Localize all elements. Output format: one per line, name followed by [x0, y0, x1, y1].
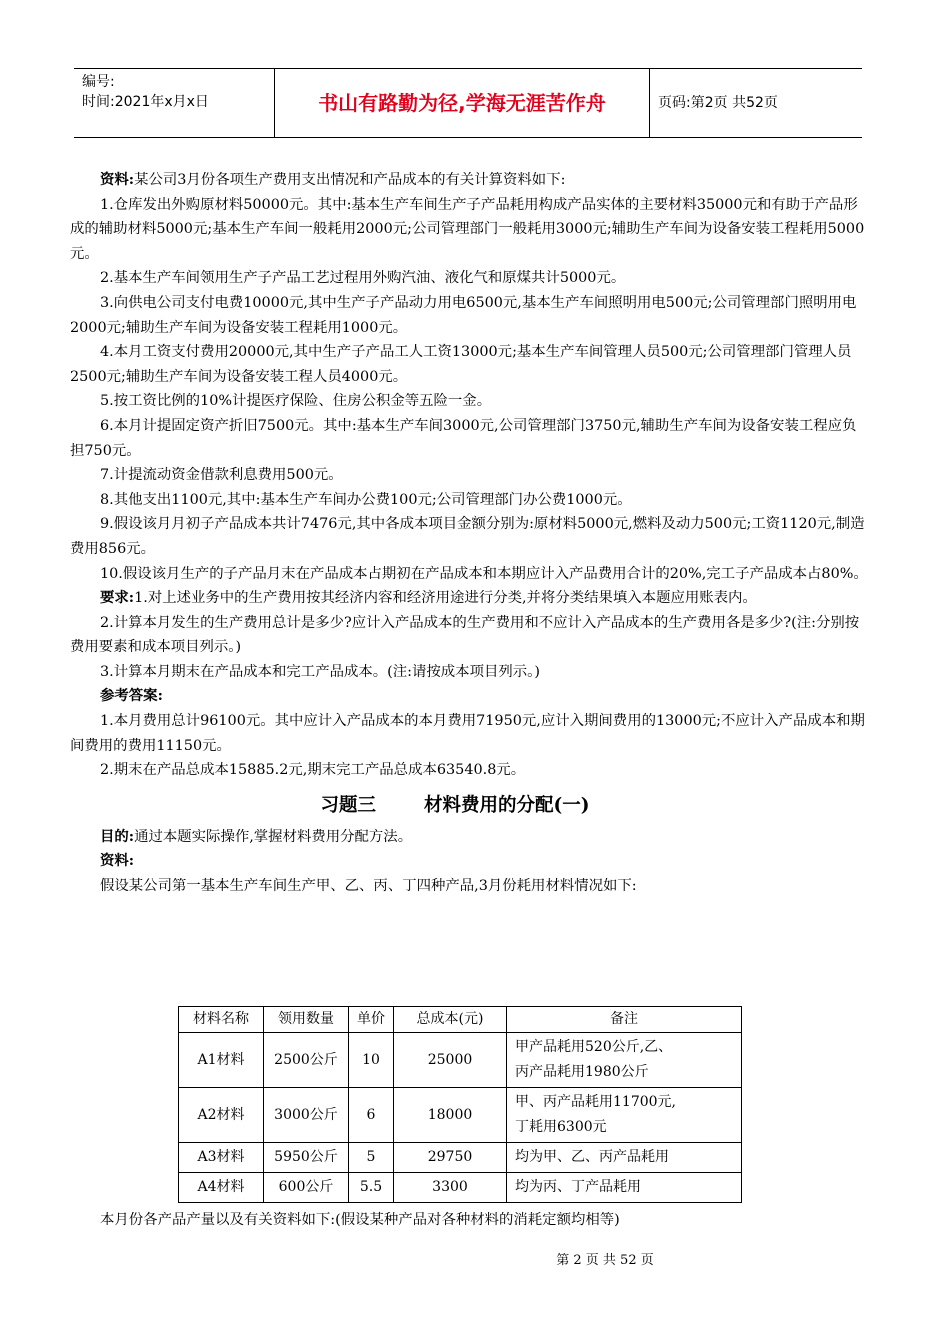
item-10: 10.假设该月生产的子产品月末在产品成本占期初在产品成本和本期应计入产品费用合计的20%,完工子产品成本占80%。 [100, 565, 868, 582]
answer-2: 2.期末在产品总成本15885.2元,期末完工产品总成本63540.8元。 [100, 762, 526, 779]
item-5: 5.按工资比例的10%计提医疗保险、住房公积金等五险一金。 [100, 393, 492, 410]
header-divider [649, 69, 650, 137]
section-title [70, 791, 870, 821]
document-body [70, 168, 870, 899]
header-cell: 领用数量 [264, 1007, 349, 1033]
table-row [179, 1088, 742, 1143]
cell: 3300 [394, 1173, 507, 1203]
note-line: 丙产品耗用1980公斤 [515, 1064, 649, 1080]
note-line: 甲产品耗用520公斤,乙、 [515, 1039, 673, 1055]
cell: 6 [349, 1088, 394, 1143]
cell: 10 [349, 1033, 394, 1088]
time-label: 时间:2021年x月x日 [82, 94, 209, 110]
cell: A1材料 [179, 1033, 264, 1088]
number-label: 编号: [82, 74, 115, 90]
item-2: 2.基本生产车间领用生产子产品工艺过程用外购汽油、液化气和原煤共计5000元。 [100, 270, 626, 287]
data-label [70, 849, 870, 874]
answer-label [70, 684, 870, 709]
cell: 600公斤 [264, 1173, 349, 1203]
paragraph [70, 168, 870, 193]
label: 参考答案: [100, 687, 163, 705]
cell: 5950公斤 [264, 1143, 349, 1173]
note-cell [507, 1033, 742, 1088]
item-1: 1.仓库发出外购原材料50000元。其中:基本生产车间生产子产品耗用构成产品实体的主要材料35000元和有助于产品形成的辅助材料5000元;基本生产车间一般耗用2000元;公司管理部门一般耗用3000元;辅助生产车间为设备安装工程耗用5000元。 [70, 196, 865, 262]
after-table-text: 本月份各产品产量以及有关资料如下:(假设某种产品对各种材料的消耗定额均相等) [100, 1212, 620, 1228]
text: 某公司3月份各项生产费用支出情况和产品成本的有关计算资料如下: [134, 172, 566, 188]
requirement-3: 3.计算本月期末在产品成本和完工产品成本。(注:请按成本项目列示。) [100, 663, 540, 680]
header-cell: 材料名称 [179, 1007, 264, 1033]
section-name: 材料费用的分配(一) [424, 794, 590, 816]
label: 资料: [100, 171, 135, 188]
cell: 5 [349, 1143, 394, 1173]
table-row [179, 1143, 742, 1173]
text: 通过本题实际操作,掌握材料费用分配方法。 [134, 828, 413, 845]
cell: 18000 [394, 1088, 507, 1143]
page-footer: 第 2 页 共 52 页 [556, 1253, 654, 1268]
purpose [70, 825, 870, 850]
cell: 5.5 [349, 1173, 394, 1203]
note-cell: 均为甲、乙、丙产品耗用 [507, 1143, 742, 1173]
item-6: 6.本月计提固定资产折旧7500元。其中:基本生产车间3000元,公司管理部门3750元,辅助生产车间为设备安装工程应负担750元。 [70, 417, 857, 459]
cell: A4材料 [179, 1173, 264, 1203]
item-7: 7.计提流动资金借款利息费用500元。 [100, 467, 343, 484]
cell: A3材料 [179, 1143, 264, 1173]
item-3: 3.向供电公司支付电费10000元,其中生产子产品动力用电6500元,基本生产车间照明用电500元;公司管理部门照明用电2000元;辅助生产车间为设备安装工程耗用1000元。 [70, 294, 857, 336]
table-row [179, 1173, 742, 1203]
text: 1.对上述业务中的生产费用按其经济内容和经济用途进行分类,并将分类结果填入本题应用账表内。 [134, 590, 757, 607]
materials-table [178, 1006, 742, 1203]
header-cell: 总成本(元) [394, 1007, 507, 1033]
page-header [74, 68, 862, 138]
label: 资料: [100, 852, 135, 870]
note-cell: 均为丙、丁产品耗用 [507, 1173, 742, 1203]
requirement-1 [70, 586, 870, 611]
label: 目的: [100, 827, 135, 845]
cell: 2500公斤 [264, 1033, 349, 1088]
requirement-2: 2.计算本月发生的生产费用总计是多少?应计入产品成本的生产费用和不应计入产品成本的生产费用各是多少?(注:分别按费用要素和成本项目列示。) [70, 614, 860, 656]
label: 要求: [100, 589, 135, 607]
header-page-label: 页码:第2页 共52页 [658, 95, 778, 111]
item-4: 4.本月工资支付费用20000元,其中生产子产品工人工资13000元;基本生产车间管理人员500元;公司管理部门管理人员2500元;辅助生产车间为设备安装工程人员4000元。 [70, 344, 852, 385]
header-meta [82, 72, 272, 112]
data-text: 假设某公司第一基本生产车间生产甲、乙、丙、丁四种产品,3月份耗用材料情况如下: [100, 878, 637, 895]
header-cell: 单价 [349, 1007, 394, 1033]
section-number: 习题三 [320, 794, 376, 816]
cell: A2材料 [179, 1088, 264, 1143]
header-cell: 备注 [507, 1007, 742, 1033]
cell: 3000公斤 [264, 1088, 349, 1143]
answer-1: 1.本月费用总计96100元。其中应计入产品成本的本月费用71950元,应计入期间费用的13000元;不应计入产品成本和期间费用的费用11150元。 [70, 713, 865, 754]
note-cell [507, 1088, 742, 1143]
item-8: 8.其他支出1100元,其中:基本生产车间办公费100元;公司管理部门办公费1000元。 [100, 491, 632, 508]
item-9: 9.假设该月月初子产品成本共计7476元,其中各成本项目金额分别为:原材料5000元,燃料及动力500元;工资1120元,制造费用856元。 [70, 516, 865, 557]
cell: 29750 [394, 1143, 507, 1173]
table-header-row [179, 1007, 742, 1033]
note-line: 丁耗用6300元 [515, 1119, 607, 1135]
cell: 25000 [394, 1033, 507, 1088]
table-row [179, 1033, 742, 1088]
note-line: 甲、丙产品耗用11700元, [515, 1094, 676, 1110]
header-motto: 书山有路勤为径,学海无涯苦作舟 [318, 91, 606, 115]
